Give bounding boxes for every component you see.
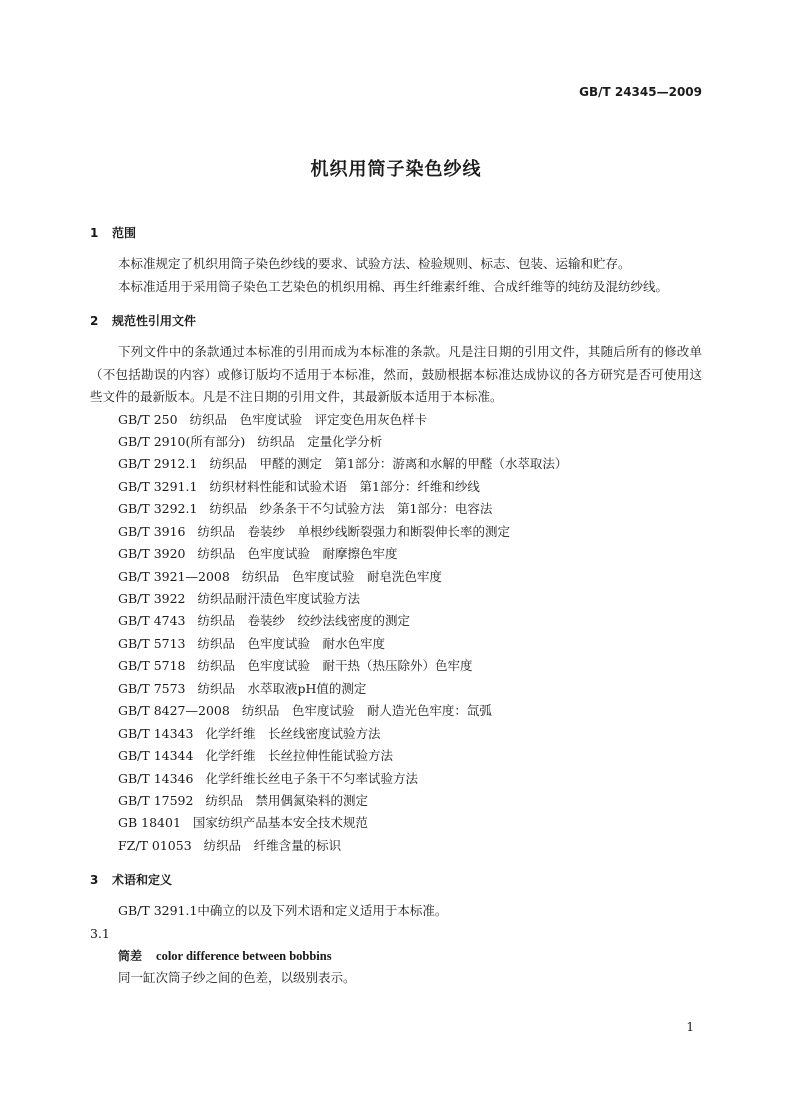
reference-item [90, 723, 702, 745]
reference-code: GB/T 4743 [118, 613, 186, 629]
reference-item [90, 812, 702, 834]
section-number: 1 [90, 226, 99, 240]
reference-title: 化学纤维 长丝线密度试验方法 [205, 725, 381, 741]
reference-title: 纺织品 定量化学分析 [257, 433, 383, 449]
reference-item [90, 655, 702, 677]
reference-title: 纺织品耐汗渍色牢度试验方法 [197, 591, 361, 606]
reference-item [90, 566, 702, 588]
term-chinese: 筒差 [118, 948, 143, 963]
reference-item [90, 790, 702, 812]
reference-code: GB/T 3920 [118, 546, 186, 562]
reference-item [90, 453, 702, 475]
reference-code: GB 18401 [118, 815, 181, 831]
reference-code: GB/T 14346 [118, 770, 194, 786]
paragraph: 下列文件中的条款通过本标准的引用而成为本标准的条款。凡是注日期的引用文件，其随后所有的修改单（不包括勘误的内容）或修订版均不适用于本标准，然而，鼓励根据本标准达成协议的各方研究是否可使用这些文件的最新版本。凡是不注日期的引用文件，其最新版本适用于本标准。 [90, 344, 702, 404]
reference-title: 纺织品 禁用偶氮染料的测定 [205, 792, 368, 808]
term-english: color difference between bobbins [156, 948, 332, 963]
reference-title: 化学纤维 长丝拉伸性能试验方法 [205, 748, 393, 764]
reference-item [90, 498, 702, 520]
reference-title: 纺织品 色牢度试验 耐人造光色牢度：氙弧 [241, 703, 492, 719]
reference-title: 纺织品 纱条条干不匀试验方法 第1部分：电容法 [209, 501, 493, 517]
reference-title: 纺织品 色牢度试验 耐皂洗色牢度 [241, 568, 442, 584]
section-1-heading [90, 222, 702, 244]
reference-code: GB/T 14344 [118, 748, 194, 764]
reference-code: GB/T 7573 [118, 680, 186, 696]
section-title: 术语和定义 [112, 873, 173, 888]
reference-code: GB/T 3922 [118, 591, 186, 606]
reference-code: GB/T 3291.1 [118, 478, 198, 494]
reference-code: GB/T 5713 [118, 635, 186, 651]
reference-code: GB/T 3916 [118, 523, 186, 539]
paragraph: 本标准适用于采用筒子染色工艺染色的机织用棉、再生纤维素纤维、合成纤维等的纯纺及混纺纱线。 [118, 278, 669, 294]
page-number: 1 [686, 1020, 694, 1034]
reference-item [90, 678, 702, 700]
reference-item [90, 588, 702, 610]
reference-code: GB/T 250 [118, 411, 178, 427]
reference-item [90, 409, 702, 431]
reference-code: GB/T 5718 [118, 658, 186, 674]
reference-code: GB/T 3921—2008 [118, 568, 230, 584]
reference-title: 国家纺织产品基本安全技术规范 [192, 815, 368, 831]
reference-code: GB/T 3292.1 [118, 501, 198, 517]
reference-title: 纺织品 卷装纱 单根纱线断裂强力和断裂伸长率的测定 [197, 523, 511, 539]
reference-item [90, 835, 702, 857]
reference-code: FZ/T 01053 [118, 837, 192, 853]
section-2-heading [90, 310, 702, 332]
reference-item [90, 700, 702, 722]
reference-item [90, 633, 702, 655]
term-definition: 同一缸次筒子纱之间的色差，以级别表示。 [118, 969, 356, 985]
term-entry [90, 945, 702, 967]
reference-title: 纺织品 卷装纱 绞纱法线密度的测定 [197, 613, 411, 629]
subsection-number: 3.1 [90, 925, 110, 941]
paragraph: 本标准规定了机织用筒子染色纱线的要求、试验方法、检验规则、标志、包装、运输和贮存。 [118, 256, 631, 271]
reference-title: 纺织品 色牢度试验 评定变色用灰色样卡 [189, 411, 428, 427]
reference-code: GB/T 8427—2008 [118, 703, 230, 719]
reference-title: 纺织品 纤维含量的标识 [203, 837, 342, 853]
reference-title: 化学纤维长丝电子条干不匀率试验方法 [205, 770, 418, 786]
reference-title: 纺织品 色牢度试验 耐水色牢度 [197, 635, 386, 651]
paragraph: GB/T 3291.1中确立的以及下列术语和定义适用于本标准。 [118, 903, 448, 919]
section-title: 规范性引用文件 [112, 314, 197, 328]
document-title: 机织用筒子染色纱线 [310, 159, 482, 180]
reference-title: 纺织品 甲醛的测定 第1部分：游离和水解的甲醛（水萃取法） [209, 456, 568, 472]
reference-title: 纺织材料性能和试验术语 第1部分：纤维和纱线 [209, 478, 480, 494]
reference-item [90, 745, 702, 767]
reference-code: GB/T 2910(所有部分) [118, 433, 246, 449]
reference-code: GB/T 2912.1 [118, 456, 198, 472]
reference-item [90, 610, 702, 632]
section-number: 2 [90, 314, 99, 328]
reference-code: GB/T 17592 [118, 792, 194, 808]
document-body [90, 222, 702, 989]
reference-list [90, 409, 702, 858]
reference-item [90, 768, 702, 790]
reference-item [90, 521, 702, 543]
reference-title: 纺织品 色牢度试验 耐干热（热压除外）色牢度 [197, 658, 473, 674]
reference-title: 纺织品 色牢度试验 耐摩擦色牢度 [197, 546, 398, 562]
reference-item [90, 431, 702, 453]
reference-code: GB/T 14343 [118, 725, 194, 741]
section-title: 范围 [112, 226, 137, 240]
reference-item [90, 476, 702, 498]
reference-title: 纺织品 水萃取液pH值的测定 [197, 680, 367, 696]
section-number: 3 [90, 873, 99, 888]
standard-number: GB/T 24345—2009 [579, 85, 702, 99]
section-3-heading [90, 869, 702, 891]
reference-item [90, 543, 702, 565]
